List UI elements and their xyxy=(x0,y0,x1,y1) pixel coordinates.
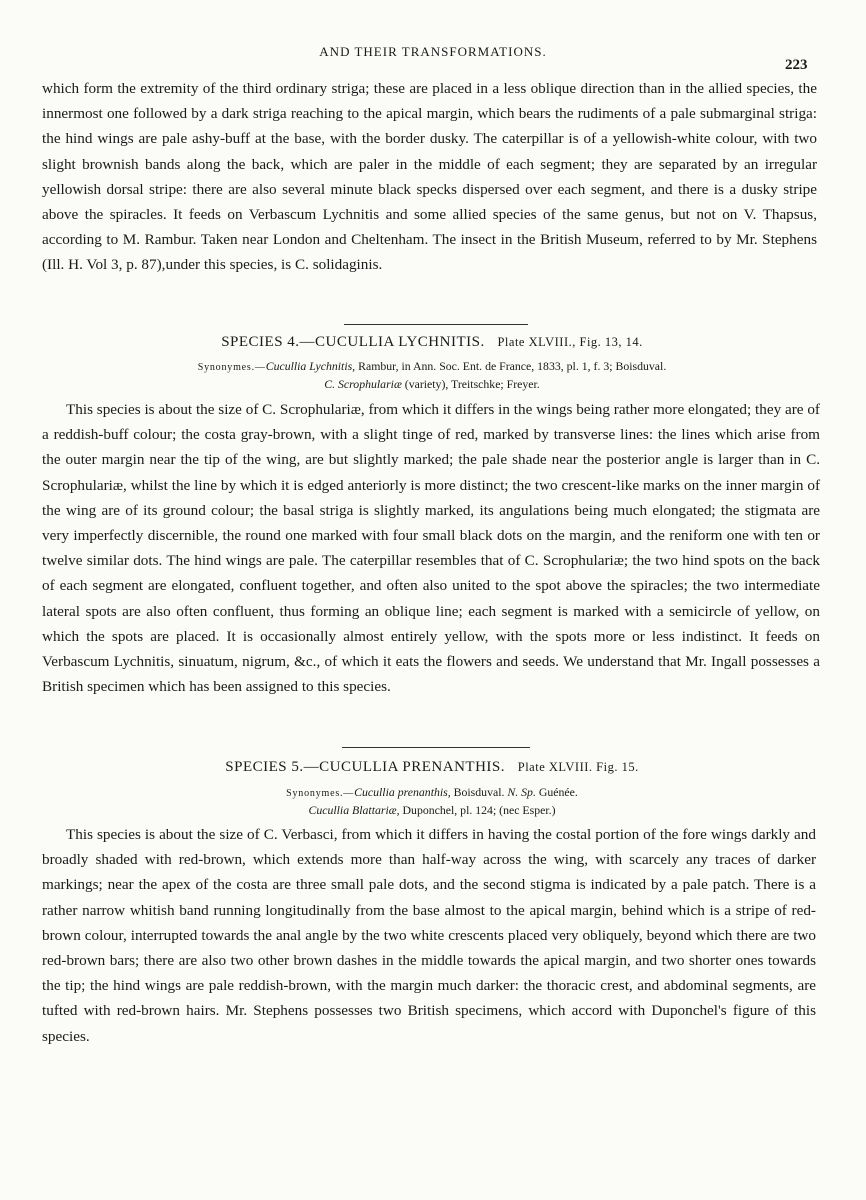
species-5-plate: Plate XLVIII. Fig. 15. xyxy=(517,760,639,774)
species-5-syn-ref-1b: Guénée. xyxy=(535,785,578,799)
species-4-synonym-line-1 xyxy=(42,358,822,376)
synonyms-label: Synonymes.— xyxy=(197,362,266,373)
species-5-synonym-line-2 xyxy=(42,802,822,819)
species-4-heading: SPECIES 4.—CUCULLIA LYCHNITIS. xyxy=(221,334,485,350)
species-5-syn-name-1: Cucullia prenanthis, xyxy=(354,785,451,799)
species-5-description: This species is about the size of C. Verbasci, from which it differs in having the costal portion of the fore wings darkly and broadly shaded with red-brown, which extends more than half-way across the wing, with scarcely any traces of darker markings; near the apex of the costa are three small pale dots, and the second stigma is indicated by a pale patch. There is a rather narrow whitish band running longitudinally from the base almost to the apical margin, behind which is a stripe of red-brown colour, interrupted towards the anal angle by the two white crescents placed very obliquely, beyond which there are two red-brown bars; there are also two other brown dashes in the middle towards the apical margin, and two shorter ones towards the tip; the hind wings are pale reddish-brown, with the margin much darker: the thoracic crest, and abdominal segments, are tufted with red-brown hairs. Mr. Stephens possesses two British specimens, which accord with Duponchel's figure of this species. xyxy=(42,826,816,1045)
species-4-syn-ref-1: Rambur, in Ann. Soc. Ent. de France, 1833, pl. 1, f. 3; Boisduval. xyxy=(355,359,667,373)
species-4-title xyxy=(42,334,822,351)
species-4-plate: Plate XLVIII., Fig. 13, 14. xyxy=(497,335,643,349)
synonyms-label: Synonymes.— xyxy=(286,788,355,799)
species-5-syn-name-2: Cucullia Blattariæ, xyxy=(308,803,400,817)
section-divider xyxy=(342,747,530,748)
species-5-heading: SPECIES 5.—CUCULLIA PRENANTHIS. xyxy=(225,759,505,775)
continuation-paragraph: which form the extremity of the third ordinary striga; these are placed in a less oblique direction than in the allied species, the innermost one followed by a dark striga reaching to the apical margin, which bears the rudiments of a pale submarginal striga: the hind wings are pale ashy-buff at the base, with the border dusky. The caterpillar is of a yellowish-white colour, with two slight brownish bands along the back, which are paler in the middle of each segment; they are separated by an irregular yellowish dorsal stripe: there are also several minute black specks dispersed over each segment, and there is a dusky stripe above the spiracles. It feeds on Verbascum Lychnitis and some allied species of the same genus, but not on V. Thapsus, according to M. Rambur. Taken near London and Cheltenham. The insect in the British Museum, referred to by Mr. Stephens (Ill. H. Vol 3, p. 87),under this species, is C. solidaginis. xyxy=(42,80,817,274)
species-4-syn-ref-2: (variety), Treitschke; Freyer. xyxy=(401,377,540,391)
species-4-syn-name-1: Cucullia Lychnitis, xyxy=(265,359,356,373)
running-head: AND THEIR TRANSFORMATIONS. xyxy=(319,44,547,59)
page-number: 223 xyxy=(785,57,808,73)
species-5-syn-ref-2: Duponchel, pl. 124; (nec Esper.) xyxy=(399,803,556,817)
section-divider xyxy=(344,324,528,325)
species-5-syn-ref-1: Boisduval. xyxy=(450,785,505,799)
species-4-syn-name-2: C. Scrophulariæ xyxy=(324,377,402,391)
species-4-description: This species is about the size of C. Scrophulariæ, from which it differs in the wings being rather more elongated; they are of a reddish-buff colour; the costa gray-brown, with a slight tinge of red, marked by transverse lines: the lines which arise from the outer margin near the tip of the wing, are but slightly marked; the pale shade near the posterior angle is larger than in C. Scrophulariæ, whilst the line by which it is edged anteriorly is more distinct; the two crescent-like marks on the inner margin of the wing are of its ground colour; the basal striga is slightly marked, its angulations being much elongated; the stigmata are very imperfectly discernible, the round one marked with four small black dots on the margin, and the reniform one with ten or twelve similar dots. The hind wings are pale. The caterpillar resembles that of C. Scrophulariæ; the two hind spots on the back of each segment are elongated, confluent together, and often also united to the spot above the spiracles; the two intermediate lateral spots are also often confluent, thus forming an oblique line; each segment is marked with a semicircle of yellow, on which the spots are placed. It is occasionally almost entirely yellow, with the spots more or less indistinct. It feeds on Verbascum Lychnitis, sinuatum, nigrum, &c., of which it eats the flowers and seeds. We understand that Mr. Ingall possesses a British specimen which has been assigned to this species. xyxy=(42,401,820,696)
species-5-title xyxy=(42,759,822,776)
species-5-synonym-line-1 xyxy=(42,784,822,802)
species-4-synonym-line-2 xyxy=(42,376,822,393)
species-5-syn-name-1b: N. Sp. xyxy=(507,785,536,799)
species-5-synonyms xyxy=(42,784,822,819)
species-4-synonyms xyxy=(42,358,822,393)
